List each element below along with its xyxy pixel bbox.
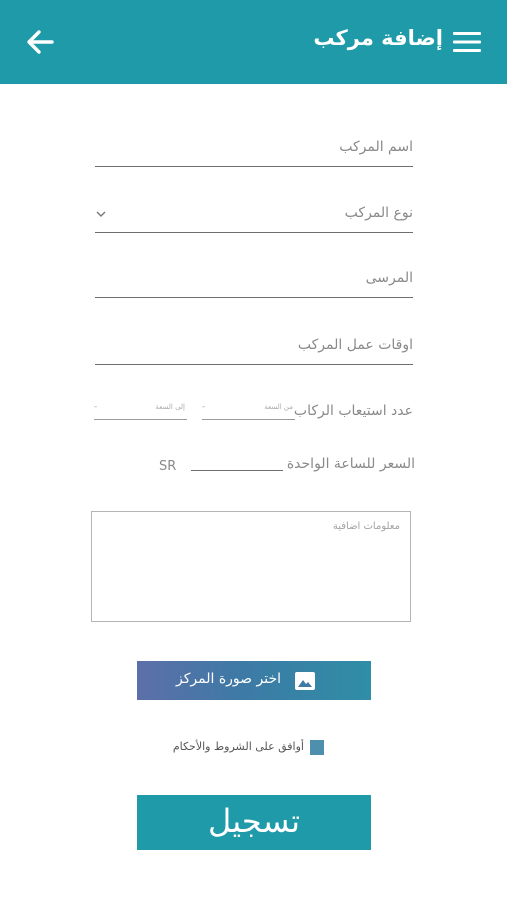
notes-placeholder: معلومات اضافية <box>332 521 400 532</box>
working-hours-field[interactable] <box>95 331 413 365</box>
submit-label: تسجيل <box>208 802 300 840</box>
image-icon <box>295 672 315 690</box>
harbor-field[interactable] <box>95 264 413 298</box>
boat-type-placeholder: نوع المركب <box>344 205 413 221</box>
notes-textarea[interactable] <box>91 511 411 622</box>
submit-button[interactable] <box>137 795 371 850</box>
currency-label: SR <box>159 459 177 474</box>
capacity-to-placeholder: إلى السعة <box>155 403 185 411</box>
capacity-from-dash: - <box>202 402 206 412</box>
capacity-from-placeholder: من السعة <box>264 403 293 411</box>
price-input[interactable] <box>191 470 283 471</box>
chevron-down-icon <box>95 209 107 219</box>
app-bar <box>0 0 507 84</box>
boat-name-field[interactable] <box>95 133 413 167</box>
price-label: السعر للساعة الواحدة <box>286 456 415 472</box>
harbor-placeholder: المرسى <box>365 270 413 286</box>
capacity-to-input[interactable] <box>94 402 187 420</box>
boat-type-select[interactable] <box>95 199 413 233</box>
choose-image-label: اختر صورة المركز <box>176 671 281 687</box>
back-button[interactable] <box>22 26 58 58</box>
boat-name-placeholder: اسم المركب <box>339 139 413 155</box>
hamburger-menu-icon <box>453 30 481 54</box>
arrow-left-icon <box>22 26 58 58</box>
capacity-from-input[interactable] <box>202 402 295 420</box>
capacity-to-dash: - <box>94 402 98 412</box>
menu-button[interactable] <box>453 30 481 54</box>
working-hours-placeholder: اوقات عمل المركب <box>297 337 413 353</box>
terms-checkbox[interactable] <box>310 740 324 755</box>
capacity-label: عدد استيعاب الركاب <box>293 403 413 419</box>
page-title: إضافة مركب <box>313 26 443 50</box>
choose-image-button[interactable] <box>137 661 371 700</box>
terms-label: أوافق على الشروط والأحكام <box>172 740 304 753</box>
